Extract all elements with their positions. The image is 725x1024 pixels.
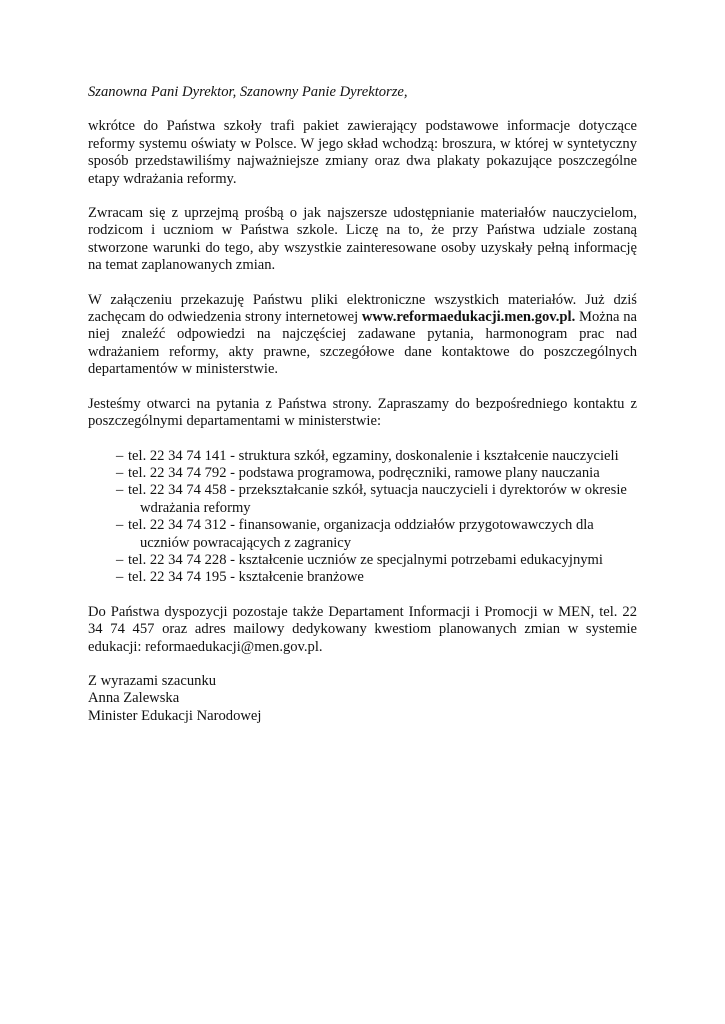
website-link[interactable]: www.reformaedukacji.men.gov.pl. [361, 309, 576, 326]
contact-text-continued: wdrażania reformy [140, 499, 251, 516]
contact-item [118, 465, 637, 482]
dash-bullet: – [116, 447, 124, 464]
contact-text: tel. 22 34 74 228 - kształcenie uczniów ze specjalnymi potrzebami edukacyjnymi [128, 551, 603, 568]
contact-text-continued: uczniów powracających z zagranicy [140, 534, 352, 551]
dash-bullet: – [116, 482, 124, 499]
contact-text: tel. 22 34 74 195 - kształcenie branżowe [128, 569, 364, 586]
paragraph-department-info: Do Państwa dyspozycji pozostaje także Departament Informacji i Promocji w MEN, tel. 22 34 74 457 oraz adres mailowy dedykowany kwestiom planowanych zmian w systemie edukacji: reformaedukacji@men.gov.pl. [88, 603, 637, 655]
website-text-after: Można na niej znaleźć odpowiedzi na najczęściej zadawane pytania, harmonogram prac nad wdrażaniem reformy, akty prawne, szczegółowe dane kontaktowe do poszczególnych departamentów w ministerstwie. [88, 309, 637, 378]
contact-text: tel. 22 34 74 792 - podstawa programowa, podręczniki, ramowe plany nauczania [128, 464, 600, 481]
paragraph-request: Zwracam się z uprzejmą prośbą o jak najszersze udostępnianie materiałów nauczycielom, rodzicom i uczniom w Państwa szkole. Liczę na to, że przy Państwa udziale zostaną stworzone warunki do tego, aby wszystkie zainteresowane osoby uzyskały pełną informację na temat zaplanowanych zmian. [88, 205, 637, 274]
contact-list [88, 448, 637, 587]
dash-bullet: – [116, 464, 124, 481]
closing-block [88, 673, 637, 725]
contact-text: tel. 22 34 74 312 - finansowanie, organizacja oddziałów przygotowawczych dla [128, 517, 594, 534]
greeting: Szanowna Pani Dyrektor, Szanowny Panie Dyrektorze, [88, 84, 408, 100]
contact-item [118, 569, 637, 586]
paragraph-website [88, 292, 637, 379]
signatory-name: Anna Zalewska [88, 690, 180, 707]
dash-bullet: – [116, 569, 124, 586]
paragraph-contact-intro: Jesteśmy otwarci na pytania z Państwa strony. Zapraszamy do bezpośredniego kontaktu z poszczególnymi departamentami w ministerstwie: [88, 395, 637, 430]
paragraph-package-info: wkrótce do Państwa szkoły trafi pakiet zawierający podstawowe informacje dotyczące reformy systemu oświaty w Polsce. W jego skład wchodzą: broszura, w której w syntetyczny sposób przedstawiliśmy najważniejsze zmiany oraz dwa plakaty pokazujące poszczególne etapy wdrażania reformy. [88, 118, 637, 187]
contact-text: tel. 22 34 74 458 - przekształcanie szkół, sytuacja nauczycieli i dyrektorów w okresie [128, 482, 627, 499]
letter-page [88, 84, 637, 725]
dash-bullet: – [116, 517, 124, 534]
closing-regards: Z wyrazami szacunku [88, 672, 217, 689]
contact-item [118, 552, 637, 569]
website-text-before: W załączeniu przekazuję Państwu pliki elektroniczne wszystkich materiałów. Już dziś zachęcam do odwiedzenia strony internetowej [88, 291, 637, 326]
signatory-title: Minister Edukacji Narodowej [88, 707, 262, 724]
contact-text: tel. 22 34 74 141 - struktura szkół, egzaminy, doskonalenie i kształcenie nauczycieli [128, 447, 619, 464]
contact-item [118, 517, 637, 552]
contact-item [118, 448, 637, 465]
dash-bullet: – [116, 551, 124, 568]
contact-item [118, 482, 637, 517]
